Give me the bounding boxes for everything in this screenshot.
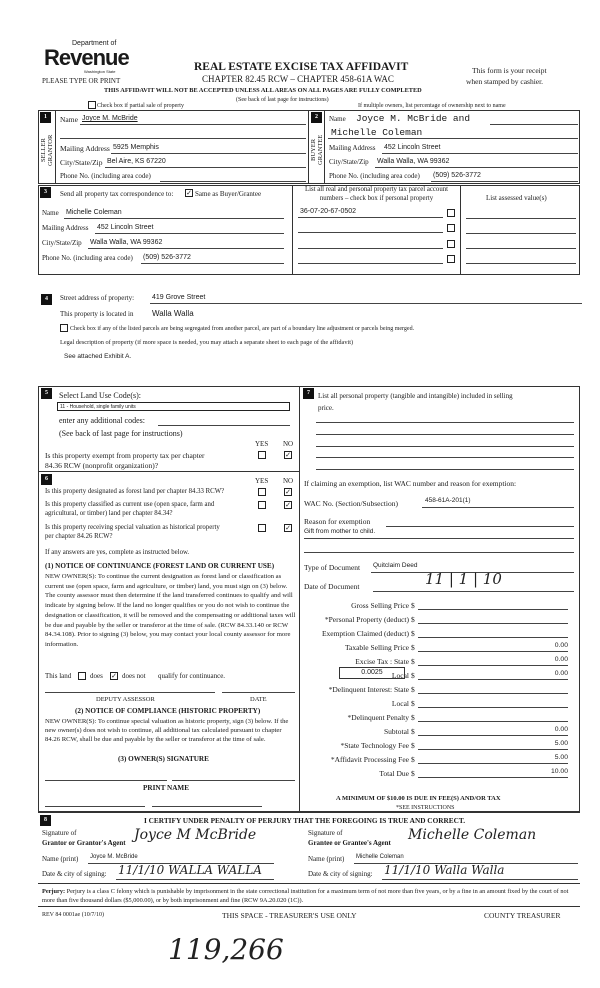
seller-mail[interactable]: 5925 Memphis [113, 144, 159, 151]
price-row-value[interactable] [418, 601, 568, 610]
price-row-label: *State Technology Fee [340, 741, 409, 750]
grantee-date-label: Date & city of signing: [308, 870, 373, 878]
seller-name[interactable]: Joyce M. McBride [82, 115, 138, 122]
exempt-q-2: 84.36 RCW (nonprofit organization)? [45, 461, 159, 470]
personal-property-checkbox-4[interactable] [447, 255, 455, 263]
price-row-label: *Delinquent Penalty [347, 713, 409, 722]
dollar-sign: $ [411, 643, 415, 652]
personal-property-checkbox-2[interactable] [447, 224, 455, 232]
additional-codes-label: enter any additional codes: [59, 416, 145, 425]
wac-label: WAC No. (Section/Subsection) [304, 499, 398, 508]
owner-signature-title: (3) OWNER(S) SIGNATURE [118, 755, 209, 763]
personal-property-label-2: price. [318, 404, 334, 412]
personal-property-checkbox-3[interactable] [447, 240, 455, 248]
price-row-value[interactable] [418, 629, 568, 638]
dollar-sign: $ [411, 699, 415, 708]
grantor-name-label: Name (print) [42, 855, 79, 863]
date-line[interactable] [222, 692, 295, 693]
deputy-assessor-line[interactable] [45, 692, 215, 693]
buyer-phone[interactable]: (509) 526-3772 [433, 172, 481, 179]
dollar-sign: $ [411, 685, 415, 694]
price-row-value[interactable] [418, 699, 568, 708]
price-row-label: Exemption Claimed (deduct) [321, 629, 409, 638]
personal-property-label-1: List all personal property (tangible and intangible) included in selling [318, 392, 513, 400]
deputy-assessor-label: DEPUTY ASSESSOR [96, 696, 155, 703]
historic-q-1: Is this property receiving special valuation as historical property [45, 524, 220, 531]
grantor-sig-of: Signature of [42, 829, 77, 837]
buyer-city-label: City/State/Zip [329, 158, 369, 166]
seller-mail-label: Mailing Address [60, 144, 110, 153]
legal-description[interactable]: See attached Exhibit A. [64, 353, 132, 360]
parcel-header: List all real and personal property tax parcel account numbers – check box if personal property [304, 186, 449, 202]
assessed-header: List assessed value(s) [486, 194, 547, 202]
notice-continuance-title: (1) NOTICE OF CONTINUANCE (FOREST LAND OR CURRENT USE) [45, 562, 275, 570]
warning: THIS AFFIDAVIT WILL NOT BE ACCEPTED UNLESS ALL AREAS ON ALL PAGES ARE FULLY COMPLETED [104, 87, 422, 94]
buyer-name-label: Name [329, 115, 346, 123]
assessed-value-3[interactable] [466, 248, 576, 249]
seller-name-line-2[interactable] [60, 138, 306, 139]
price-row-value[interactable]: 0.00 [418, 671, 568, 680]
personal-property-checkbox-1[interactable] [447, 209, 455, 217]
county-treasurer: COUNTY TREASURER [484, 911, 561, 920]
assessed-value-4[interactable] [466, 263, 576, 264]
price-row-label: Excise Tax : State [355, 657, 409, 666]
date-label: DATE [250, 696, 267, 703]
handwritten-number: 119,266 [168, 933, 284, 966]
price-row-label: *Delinquent Interest: State [328, 685, 409, 694]
grantor-date-label: Date & city of signing: [42, 870, 107, 878]
exempt-q-1: Is this property exempt from property tax per chapter [45, 451, 205, 460]
s3-name-label: Name [42, 209, 59, 217]
land-use-select[interactable]: 11 - Household, single family units [57, 402, 290, 411]
current-use-q-2: agricultural, or timber) land per chapter 84.34? [45, 510, 173, 517]
personal-property-line-2[interactable] [316, 434, 574, 435]
personal-property-line-1[interactable] [316, 422, 574, 423]
price-row-label: Gross Selling Price [351, 601, 409, 610]
same-as-buyer-checkbox[interactable]: ✓ [186, 189, 192, 197]
print-name-line[interactable] [172, 780, 295, 781]
if-yes-note: If any answers are yes, complete as instructed below. [45, 549, 190, 556]
price-row-label: Local [391, 671, 409, 680]
buyer-mail[interactable]: 452 Lincoln Street [384, 144, 441, 151]
seller-city[interactable]: Bel Aire, KS 67220 [107, 158, 166, 165]
buyer-phone-label: Phone No. (including area code) [329, 172, 420, 180]
please-type: PLEASE TYPE OR PRINT [42, 77, 121, 85]
assessed-value-2[interactable] [466, 233, 576, 234]
street-address[interactable]: 419 Grove Street [152, 294, 206, 301]
s3-phone[interactable]: (509) 526-3772 [143, 254, 191, 261]
partial-sale-label: Check box if partial sale of property [97, 103, 184, 109]
price-row-value[interactable]: 5.00 [418, 755, 568, 764]
section-1-number: 1 [40, 112, 51, 123]
doc-date-label: Date of Document [304, 582, 360, 591]
grantee-sig-of: Signature of [308, 829, 343, 837]
current-use-q-1: Is this property classified as current use (open space, farm and [45, 501, 215, 508]
grantee-name-label: Name (print) [308, 855, 345, 863]
historic-q-2: per chapter 84.26 RCW? [45, 533, 113, 540]
multiple-owners-note: If multiple owners, list percentage of ownership next to name [358, 103, 506, 109]
dollar-sign: $ [411, 741, 415, 750]
does-checkbox[interactable] [78, 672, 86, 680]
perjury-note [42, 887, 582, 905]
s5-no: NO [283, 440, 294, 448]
does-label: does [90, 672, 103, 680]
seller-name-label: Name [60, 115, 78, 124]
minimum-note: A MINIMUM OF $10.00 IS DUE IN FEE(S) AND/OR TAX [336, 795, 501, 802]
additional-codes-input[interactable] [158, 425, 290, 426]
s3-name[interactable]: Michelle Coleman [66, 209, 122, 216]
section-2-number: 2 [311, 112, 322, 123]
see-back: (See back of last page for instructions) [236, 97, 329, 103]
dollar-sign: $ [411, 601, 415, 610]
forest-yes-checkbox[interactable] [258, 488, 266, 496]
partial-sale-checkbox[interactable] [88, 101, 96, 109]
price-row-value[interactable]: 10.00 [418, 769, 568, 778]
dollar-sign: $ [411, 713, 415, 722]
doc-type-label: Type of Document [304, 563, 361, 572]
grantor-name[interactable]: Joyce M. McBride [90, 854, 138, 860]
seller-phone[interactable] [160, 181, 306, 182]
price-row-label: *Personal Property (deduct) [324, 615, 409, 624]
qualify-label: qualify for continuance. [158, 672, 226, 680]
grantor-agent-label: Grantor or Grantor's Agent [42, 839, 126, 847]
dollar-sign: $ [411, 657, 415, 666]
price-row-value[interactable] [418, 713, 568, 722]
s6-yes: YES [255, 477, 269, 485]
price-row-label: Taxable Selling Price [344, 643, 409, 652]
chapter: CHAPTER 82.45 RCW – CHAPTER 458-61A WAC [202, 74, 394, 84]
price-row-label: Subtotal [383, 727, 409, 736]
buyer-name-1[interactable]: Joyce M. McBride and [356, 113, 471, 124]
form-title: REAL ESTATE EXCISE TAX AFFIDAVIT [194, 61, 409, 73]
s3-phone-label: Phone No. (including area code) [42, 254, 133, 262]
claim-exemption-label: If claiming an exemption, list WAC number and reason for exemption: [304, 479, 517, 488]
send-correspondence-label: Send all property tax correspondence to: [60, 190, 174, 198]
seller-grantor-label: SELLER GRANTOR [40, 134, 54, 166]
owner-signature-line[interactable] [45, 780, 167, 781]
legal-label: Legal description of property (if more space is needed, you may attach a separate sheet to each page of the affidavit) [60, 339, 354, 346]
current-use-no-checkbox[interactable]: ✓ [285, 501, 291, 509]
dollar-sign: $ [411, 615, 415, 624]
reason-exemption[interactable]: Gift from mother to child. [304, 528, 376, 535]
dollar-sign: $ [411, 727, 415, 736]
form-revision: REV 84 0001ae (10/7/10) [42, 912, 105, 918]
see-instructions: *SEE INSTRUCTIONS [396, 805, 455, 811]
current-use-yes-checkbox[interactable] [258, 501, 266, 509]
notice-compliance-text: NEW OWNER(S): To continue special valuation as historic property, sign (3) below. If the new owner(s) does not wish to continue, all additional tax calculated pursuant to chapter 84.26 RCW, shall be due and payable by the seller or transferor at the time of sale. [45, 718, 289, 743]
buyer-name-2[interactable]: Michelle Coleman [331, 127, 423, 138]
perjury-text: Perjury is a class C felony which is punishable by imprisonment in the state correctional institution for a maximum term of not more than five years, or by a fine in an amount fixed by the court of not more than five thousand dollars ($5,000.00), or by both imprisonment and fine (RCW 9A.20.020 (1C)). [42, 888, 569, 904]
historic-yes-checkbox[interactable] [258, 524, 266, 532]
s3-city-label: City/State/Zip [42, 239, 82, 247]
reason-label: Reason for exemption [304, 517, 371, 526]
historic-no-checkbox[interactable]: ✓ [285, 524, 291, 532]
land-use-label: Select Land Use Code(s): [59, 391, 141, 400]
same-as-buyer-label: Same as Buyer/Grantee [195, 190, 262, 198]
logo-sub: Washington State [84, 69, 116, 74]
section-8-number: 8 [40, 815, 51, 826]
s3-city[interactable]: Walla Walla, WA 99362 [90, 239, 163, 246]
perjury-label: Perjury: [42, 888, 66, 895]
doc-type[interactable]: Quitclaim Deed [373, 562, 418, 569]
buyer-grantee-label: BUYER GRANTEE [310, 134, 324, 166]
price-row-value[interactable] [418, 685, 568, 694]
notice-compliance-title: (2) NOTICE OF COMPLIANCE (HISTORIC PROPERTY) [75, 707, 261, 715]
section-4-number: 4 [41, 294, 52, 305]
dollar-sign: $ [411, 755, 415, 764]
price-row-value[interactable]: 0.00 [418, 657, 568, 666]
price-row-value[interactable]: 0.00 [418, 727, 568, 736]
section-6-number: 6 [41, 474, 52, 485]
does-not-label: does not [122, 672, 146, 680]
grantor-signature[interactable]: Joyce M McBride [134, 827, 257, 843]
dollar-sign: $ [411, 769, 415, 778]
s5-see-back: (See back of last page for instructions) [59, 429, 183, 438]
dollar-sign: $ [411, 629, 415, 638]
this-land-label: This land [45, 672, 72, 680]
personal-property-line-4[interactable] [316, 457, 574, 458]
s5-yes: YES [255, 440, 269, 448]
treasurer-use-only: THIS SPACE - TREASURER'S USE ONLY [222, 911, 357, 920]
s3-mail-label: Mailing Address [42, 224, 89, 232]
parcel-number[interactable]: 36-07-20-67-0502 [300, 208, 357, 215]
located-label: This property is located in [60, 310, 134, 318]
local-rate[interactable]: 0.0025 [339, 667, 405, 679]
s3-mail[interactable]: 452 Lincoln Street [97, 224, 154, 231]
price-row-value[interactable] [418, 615, 568, 624]
assessed-value-1[interactable] [466, 218, 576, 219]
exempt-no-checkbox[interactable]: ✓ [285, 451, 291, 459]
seller-phone-label: Phone No. (including area code) [60, 172, 151, 180]
price-row-value[interactable]: 0.00 [418, 643, 568, 652]
section-5-number: 5 [41, 388, 52, 399]
price-row-label: *Affidavit Processing Fee [330, 755, 409, 764]
receipt-note-2: when stamped by cashier. [466, 77, 544, 86]
dollar-sign: $ [411, 671, 415, 680]
grantee-signature[interactable]: Michelle Coleman [408, 827, 537, 843]
grantee-date-city[interactable]: 11/1/10 Walla Walla [384, 863, 505, 877]
exempt-yes-checkbox[interactable] [258, 451, 266, 459]
price-row-label: Total Due [379, 769, 409, 778]
price-row-value[interactable]: 5.00 [418, 741, 568, 750]
logo-main: Revenue [44, 45, 129, 70]
receipt-note-1: This form is your receipt [472, 66, 547, 75]
logo-top: Department of [72, 40, 117, 47]
section-7-number: 7 [303, 388, 314, 399]
buyer-city[interactable]: Walla Walla, WA 99362 [377, 158, 450, 165]
print-name-label: PRINT NAME [143, 784, 189, 792]
doc-date[interactable]: 11 | 1 | 10 [425, 570, 502, 588]
segregated-label: Check box if any of the listed parcels are being segregated from another parcel, are part of a boundary line adjustment or parcels being merged. [70, 326, 415, 332]
buyer-mail-label: Mailing Address [329, 144, 376, 152]
section-3-number: 3 [40, 187, 51, 198]
wac-number[interactable]: 458-61A-201(1) [425, 497, 471, 504]
price-row-label: Local [391, 699, 409, 708]
seller-city-label: City/State/Zip [60, 158, 103, 167]
personal-property-line-5[interactable] [316, 469, 574, 470]
forest-q: Is this property designated as forest land per chapter 84.33 RCW? [45, 488, 225, 495]
certify-statement: I CERTIFY UNDER PENALTY OF PERJURY THAT THE FOREGOING IS TRUE AND CORRECT. [144, 816, 466, 825]
segregated-checkbox[interactable] [60, 324, 68, 332]
grantee-name[interactable]: Michelle Coleman [356, 854, 404, 860]
located-in[interactable]: Walla Walla [152, 309, 194, 318]
personal-property-line-3[interactable] [316, 446, 574, 447]
s6-no: NO [283, 477, 294, 485]
notice-continuance-text: NEW OWNER(S): To continue the current designation as forest land or classification as current use (open space, farm and agriculture, or timber) land, you must sign on (3) below. The county assessor must then determine if the land transferred continues to qualify and will indicate by signing below. If the land no longer qualifies or you do not wish to continue the designation or classification, it will be removed and the compensating or additional taxes will be due and payable by the seller or transferor at the time of sale. (RCW 84.33.140 or RCW 84.34.108). Prior to signing (3) below, you may contact your local county assessor for more information. [45, 573, 296, 648]
grantor-date-city[interactable]: 11/1/10 WALLA WALLA [118, 863, 262, 877]
forest-no-checkbox[interactable]: ✓ [285, 488, 291, 496]
street-label: Street address of property: [60, 294, 135, 302]
does-not-checkbox[interactable]: ✓ [111, 672, 117, 680]
grantee-agent-label: Grantee or Grantee's Agent [308, 839, 391, 847]
